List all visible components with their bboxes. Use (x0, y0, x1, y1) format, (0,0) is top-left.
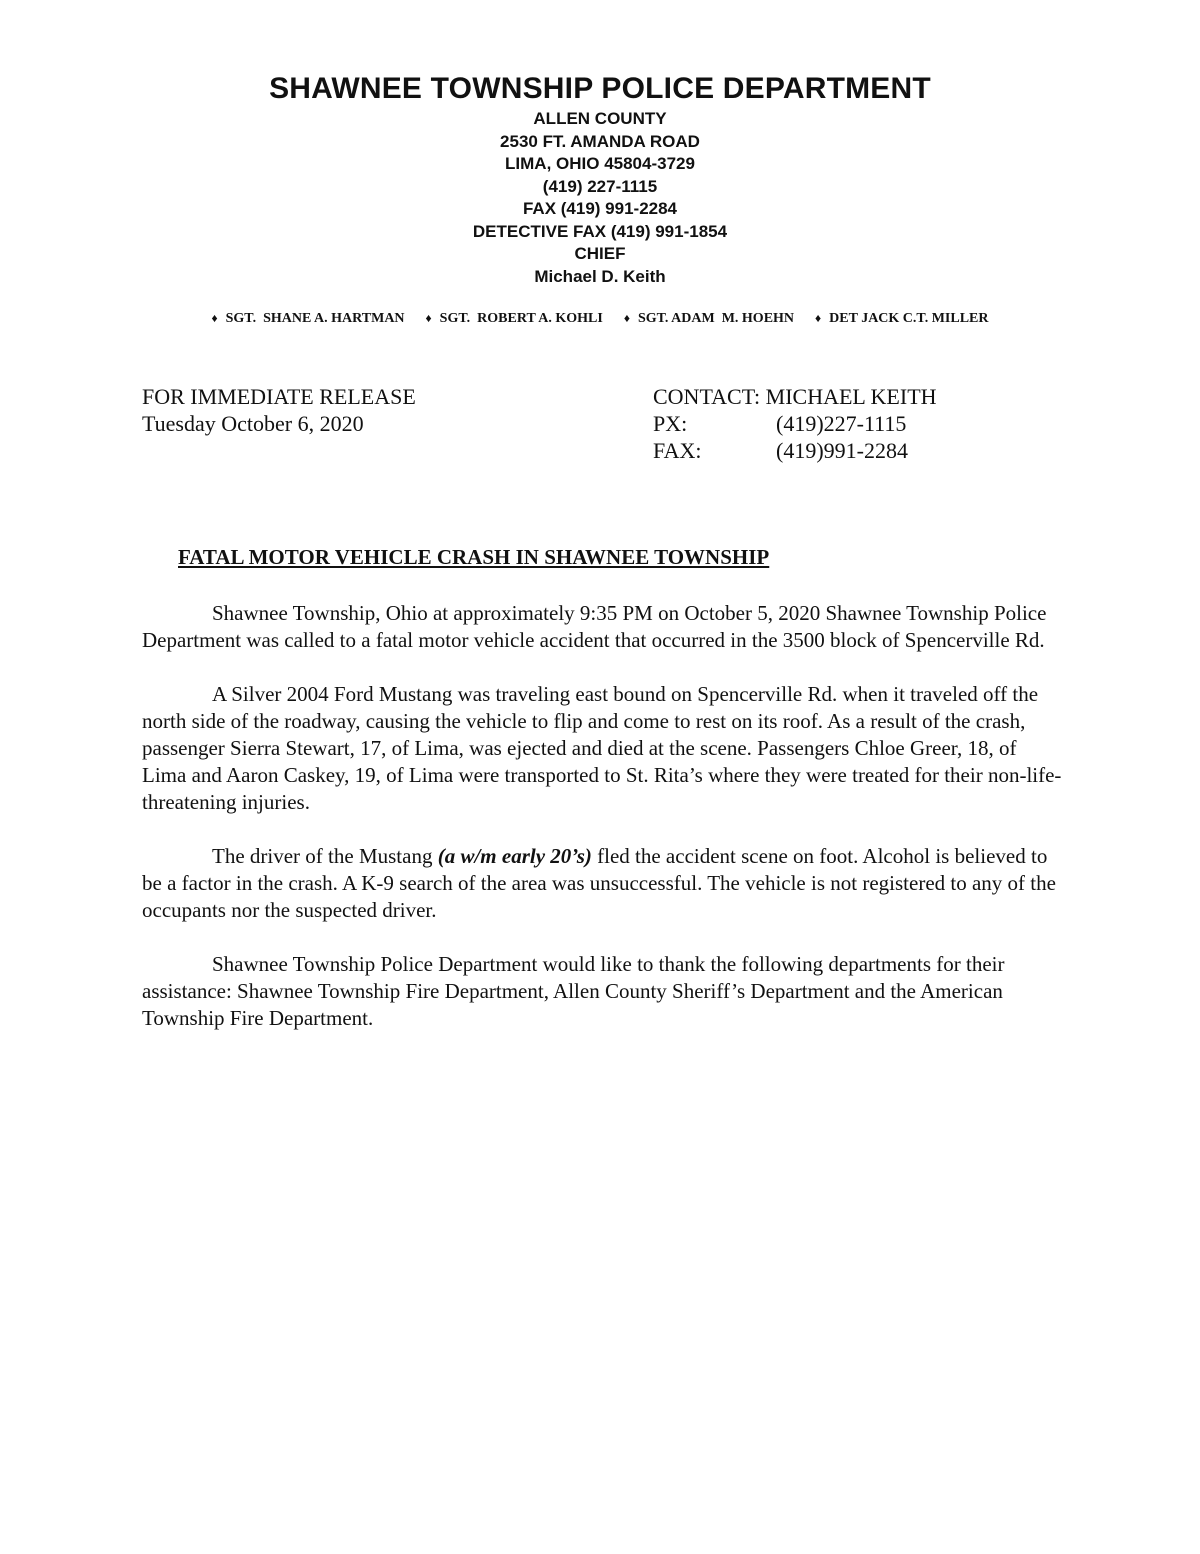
officer-item (426, 311, 603, 327)
phone-value: (419)227-1115 (776, 411, 907, 436)
officer-name: DET JACK C.T. MILLER (829, 311, 989, 326)
letterhead (0, 70, 1200, 288)
paragraph-crash-details: A Silver 2004 Ford Mustang was traveling east bound on Spencerville Rd. when it traveled off the north side of the roadway, causing the vehicle to flip and come to rest on its roof. As a result of the crash, passenger Sierra Stewart, 17, of Lima, was ejected and died at the scene. Passengers Chloe Greer, 18, of Lima and Aaron Caskey, 19, of Lima were transported to St. Rita’s where they were treated for their non-life-threatening injuries. (142, 682, 1062, 814)
diamond-bullet-icon: ♦ (623, 311, 630, 325)
article-body (142, 600, 1062, 1032)
officer-item (211, 311, 404, 327)
street-address: 2530 FT. AMANDA ROAD (500, 131, 700, 151)
officer-name: SGT. ADAM M. HOEHN (637, 311, 795, 326)
driver-description: (a w/m early 20’s) (437, 844, 592, 868)
detective-fax-number: DETECTIVE FAX (419) 991-1854 (472, 221, 728, 241)
diamond-bullet-icon: ♦ (815, 311, 822, 325)
fax-number: FAX (419) 991-2284 (522, 199, 678, 218)
officer-roster (0, 311, 1200, 327)
release-date: Tuesday October 6, 2020 (142, 411, 364, 436)
paragraph-incident: Shawnee Township, Ohio at approximately 9:35 PM on October 5, 2020 Shawnee Township Police Department was called to a fatal motor vehicle accident that occurred in the 3500 block of Spencerville Rd. (142, 601, 1047, 652)
city-state-zip: LIMA, OHIO 45804-3729 (505, 154, 695, 173)
chief-label: CHIEF (574, 244, 626, 263)
paragraph-thanks: Shawnee Township Police Department would like to thank the following departments for their assistance: Shawnee Township Fire Department, Allen County Sheriff’s Department and the American Township Fire Department. (142, 952, 1005, 1030)
fax-label: FAX: (653, 438, 702, 463)
diamond-bullet-icon: ♦ (425, 311, 432, 325)
contact-name: CONTACT: MICHAEL KEITH (653, 384, 937, 409)
driver-text-start: The driver of the Mustang (212, 844, 438, 868)
chief-name: Michael D. Keith (534, 266, 666, 286)
contact-block (653, 383, 937, 464)
fax-value: (419)991-2284 (776, 438, 908, 463)
diamond-bullet-icon: ♦ (211, 311, 218, 325)
release-block (142, 383, 416, 437)
contact-phone-row (653, 410, 937, 437)
driver-text-end: fled the accident scene on foot. Alcohol is believed to be a factor in the crash. A K-9 search of the area was unsuccessful. The vehicle is not registered to any of the occupants nor the suspected driver. (142, 844, 1056, 922)
phone-label: PX: (653, 411, 688, 436)
release-label: FOR IMMEDIATE RELEASE (142, 384, 416, 409)
officer-name: SGT. ROBERT A. KOHLI (439, 311, 603, 326)
paragraph-driver (142, 843, 1062, 924)
department-title: SHAWNEE TOWNSHIP POLICE DEPARTMENT (269, 72, 931, 105)
officer-name: SGT. SHANE A. HARTMAN (225, 311, 405, 326)
officer-item (624, 311, 794, 327)
phone-number: (419) 227-1115 (542, 176, 658, 196)
county: ALLEN COUNTY (533, 109, 667, 128)
officer-item (815, 311, 988, 327)
contact-fax-row (653, 437, 937, 464)
headline: FATAL MOTOR VEHICLE CRASH IN SHAWNEE TOWNSHIP (178, 545, 770, 569)
